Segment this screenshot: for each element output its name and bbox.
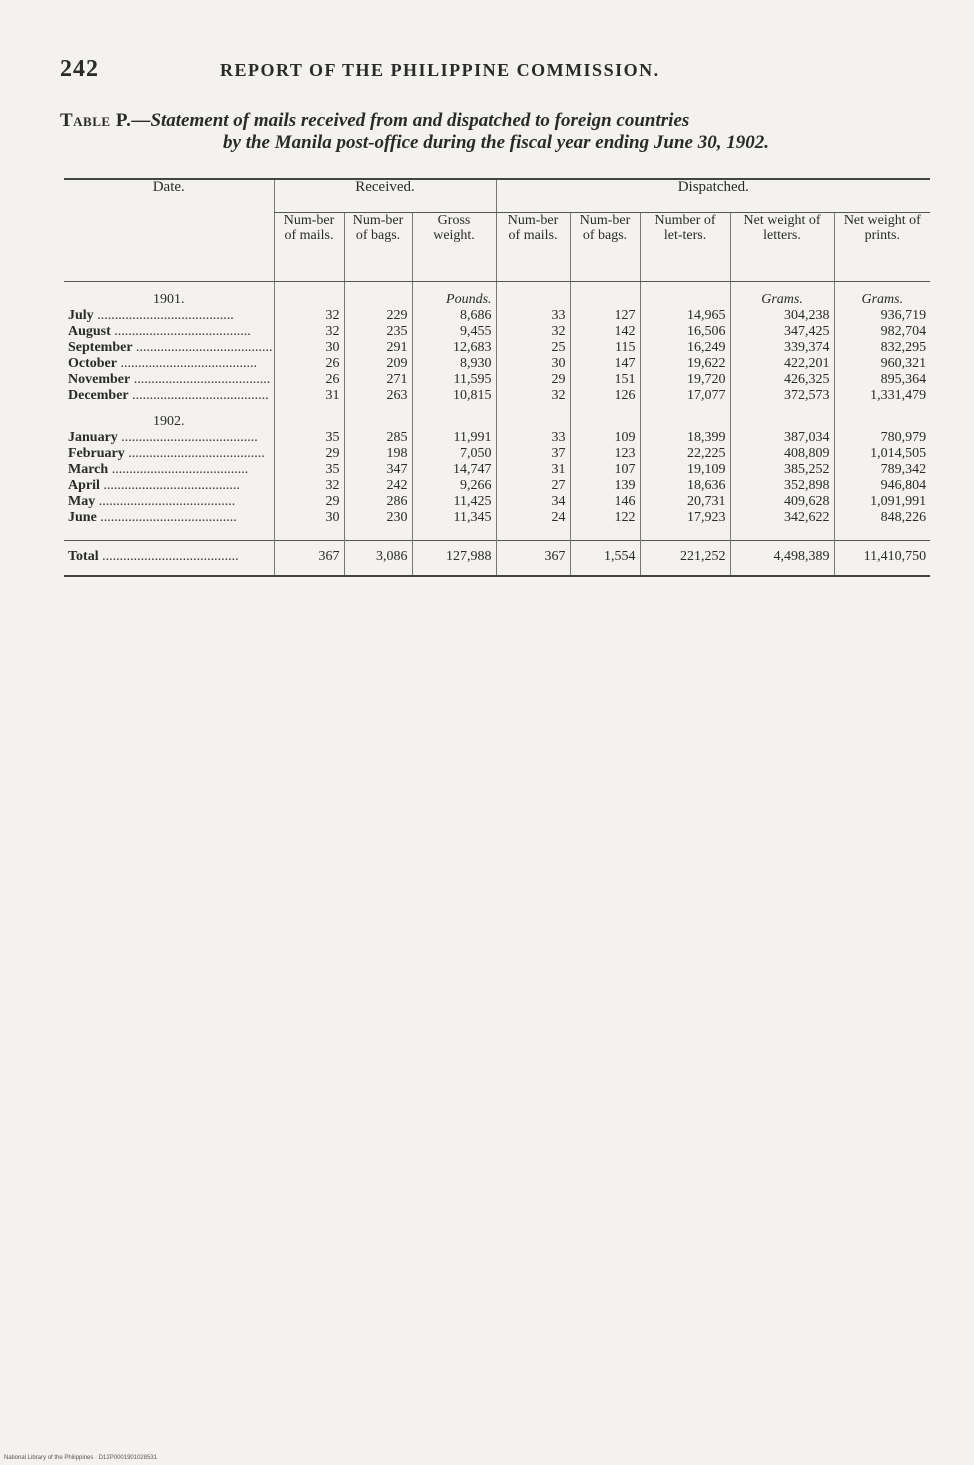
cell-r-mails: 367 [274,541,344,577]
cell-r-mails: 29 [274,494,344,510]
cell-d-mails: 30 [496,356,570,372]
col-header-dispatched-mails: Num-ber of mails. [496,213,570,282]
cell-r-bags: 271 [344,372,412,388]
cell-d-bags: 139 [570,478,640,494]
cell-r-mails: 31 [274,388,344,404]
month-label: March ..... [64,462,274,478]
cell-d-wt-letters: 342,622 [730,510,834,526]
cell-d-bags: 107 [570,462,640,478]
dispatched-group-header: Dispatched. [496,179,930,213]
month-label: June ..... [64,510,274,526]
cell-d-bags: 142 [570,324,640,340]
month-label: Total ..... [64,541,274,577]
cell-d-bags: 151 [570,372,640,388]
cell-d-wt-letters: 339,374 [730,340,834,356]
cell-d-mails: 32 [496,388,570,404]
col-header-dispatched-bags: Num-ber of bags. [570,213,640,282]
cell-d-wt-prints: 11,410,750 [834,541,930,577]
table-body [64,282,930,577]
cell-d-wt-letters: 426,325 [730,372,834,388]
cell-d-wt-prints: 936,719 [834,308,930,324]
table-caption [60,110,932,154]
cell-r-weight: 11,345 [412,510,496,526]
cell-d-mails: 25 [496,340,570,356]
cell-r-bags: 291 [344,340,412,356]
month-label: July ..... [64,308,274,324]
cell-d-wt-prints: 780,979 [834,430,930,446]
cell-d-mails: 367 [496,541,570,577]
cell-r-weight: 8,686 [412,308,496,324]
cell-d-letters: 19,109 [640,462,730,478]
cell-d-letters: 17,077 [640,388,730,404]
cell-d-letters: 18,636 [640,478,730,494]
table-row [64,494,930,510]
cell-r-bags: 229 [344,308,412,324]
cell-r-mails: 26 [274,356,344,372]
cell-r-mails: 30 [274,510,344,526]
cell-r-bags: 285 [344,430,412,446]
table-row [64,324,930,340]
cell-d-bags: 109 [570,430,640,446]
cell-d-mails: 24 [496,510,570,526]
cell-d-wt-prints: 1,014,505 [834,446,930,462]
cell-r-mails: 29 [274,446,344,462]
cell-r-mails: 32 [274,324,344,340]
year-row-1901 [64,282,930,309]
cell-d-wt-prints: 789,342 [834,462,930,478]
cell-d-letters: 17,923 [640,510,730,526]
month-label: April ..... [64,478,274,494]
group-header-row [64,179,930,213]
cell-r-weight: 12,683 [412,340,496,356]
month-label: December ..... [64,388,274,404]
cell-d-wt-prints: 982,704 [834,324,930,340]
cell-d-mails: 37 [496,446,570,462]
cell-r-weight: 11,425 [412,494,496,510]
table-row [64,446,930,462]
cell-d-wt-letters: 385,252 [730,462,834,478]
year-label-1901: 1901. [153,292,185,307]
cell-r-weight: 8,930 [412,356,496,372]
cell-d-mails: 31 [496,462,570,478]
cell-r-bags: 3,086 [344,541,412,577]
cell-d-mails: 33 [496,430,570,446]
cell-d-bags: 147 [570,356,640,372]
cell-d-letters: 16,506 [640,324,730,340]
cell-d-wt-letters: 409,628 [730,494,834,510]
table-row [64,462,930,478]
table-row [64,510,930,526]
cell-d-bags: 126 [570,388,640,404]
table-row [64,308,930,324]
cell-r-bags: 286 [344,494,412,510]
cell-r-weight: 10,815 [412,388,496,404]
cell-d-letters: 221,252 [640,541,730,577]
unit-pounds: Pounds. [412,282,496,309]
cell-d-wt-letters: 4,498,389 [730,541,834,577]
year-row-1902 [64,404,930,430]
cell-d-letters: 19,720 [640,372,730,388]
cell-d-letters: 14,965 [640,308,730,324]
total-row [64,541,930,577]
caption-line-2: by the Manila post-office during the fiscal year ending June 30, 1902. [223,132,769,153]
col-header-net-weight-prints: Net weight of prints. [834,213,930,282]
cell-d-bags: 1,554 [570,541,640,577]
table-row [64,372,930,388]
col-header-net-weight-letters: Net weight of letters. [730,213,834,282]
cell-d-wt-prints: 848,226 [834,510,930,526]
cell-d-letters: 18,399 [640,430,730,446]
cell-d-letters: 19,622 [640,356,730,372]
month-label: October ..... [64,356,274,372]
cell-r-mails: 35 [274,462,344,478]
cell-d-wt-prints: 1,331,479 [834,388,930,404]
cell-r-weight: 9,455 [412,324,496,340]
cell-r-bags: 209 [344,356,412,372]
cell-d-mails: 32 [496,324,570,340]
cell-r-mails: 32 [274,478,344,494]
month-label: January ..... [64,430,274,446]
cell-d-wt-letters: 422,201 [730,356,834,372]
cell-d-wt-prints: 1,091,991 [834,494,930,510]
table-row [64,478,930,494]
year-label-1902: 1902. [153,414,185,429]
month-label: September ..... [64,340,274,356]
table-row [64,388,930,404]
col-header-received-bags: Num-ber of bags. [344,213,412,282]
cell-r-weight: 11,595 [412,372,496,388]
cell-d-letters: 22,225 [640,446,730,462]
col-header-received-mails: Num-ber of mails. [274,213,344,282]
cell-d-wt-prints: 946,804 [834,478,930,494]
unit-grams-prints: Grams. [834,282,930,309]
cell-d-wt-letters: 372,573 [730,388,834,404]
cell-r-weight: 127,988 [412,541,496,577]
received-group-header: Received. [274,179,496,213]
cell-d-wt-prints: 895,364 [834,372,930,388]
table-row [64,430,930,446]
month-label: August ..... [64,324,274,340]
table-row [64,340,930,356]
cell-r-weight: 14,747 [412,462,496,478]
month-label: November ..... [64,372,274,388]
footer-credit: National Library of the Philippines · D12P0001901028531 [4,1455,158,1461]
cell-d-wt-letters: 352,898 [730,478,834,494]
cell-d-wt-letters: 304,238 [730,308,834,324]
col-header-letters: Number of let-ters. [640,213,730,282]
cell-d-mails: 29 [496,372,570,388]
cell-d-wt-letters: 387,034 [730,430,834,446]
cell-d-bags: 127 [570,308,640,324]
cell-r-weight: 9,266 [412,478,496,494]
unit-grams-letters: Grams. [730,282,834,309]
month-label: February ..... [64,446,274,462]
cell-r-bags: 263 [344,388,412,404]
cell-d-wt-letters: 347,425 [730,324,834,340]
cell-r-bags: 198 [344,446,412,462]
caption-line-1: —Statement of mails received from and dispatched to foreign countries [131,110,690,131]
month-label: May ..... [64,494,274,510]
page-number: 242 [60,56,99,82]
cell-r-mails: 32 [274,308,344,324]
cell-r-bags: 242 [344,478,412,494]
cell-r-mails: 35 [274,430,344,446]
table-row [64,356,930,372]
caption-label: Table P. [60,110,132,131]
cell-d-letters: 16,249 [640,340,730,356]
mails-table [64,178,930,577]
cell-d-wt-letters: 408,809 [730,446,834,462]
cell-d-bags: 123 [570,446,640,462]
cell-d-bags: 115 [570,340,640,356]
cell-d-mails: 33 [496,308,570,324]
cell-r-mails: 30 [274,340,344,356]
col-header-gross-weight: Gross weight. [412,213,496,282]
cell-r-weight: 7,050 [412,446,496,462]
cell-d-wt-prints: 960,321 [834,356,930,372]
date-header: Date. [64,179,274,282]
cell-r-bags: 347 [344,462,412,478]
running-head: REPORT OF THE PHILIPPINE COMMISSION. [220,60,660,80]
cell-r-weight: 11,991 [412,430,496,446]
cell-r-bags: 235 [344,324,412,340]
cell-d-letters: 20,731 [640,494,730,510]
cell-r-bags: 230 [344,510,412,526]
cell-r-mails: 26 [274,372,344,388]
cell-d-bags: 146 [570,494,640,510]
cell-d-mails: 34 [496,494,570,510]
cell-d-wt-prints: 832,295 [834,340,930,356]
cell-d-mails: 27 [496,478,570,494]
cell-d-bags: 122 [570,510,640,526]
